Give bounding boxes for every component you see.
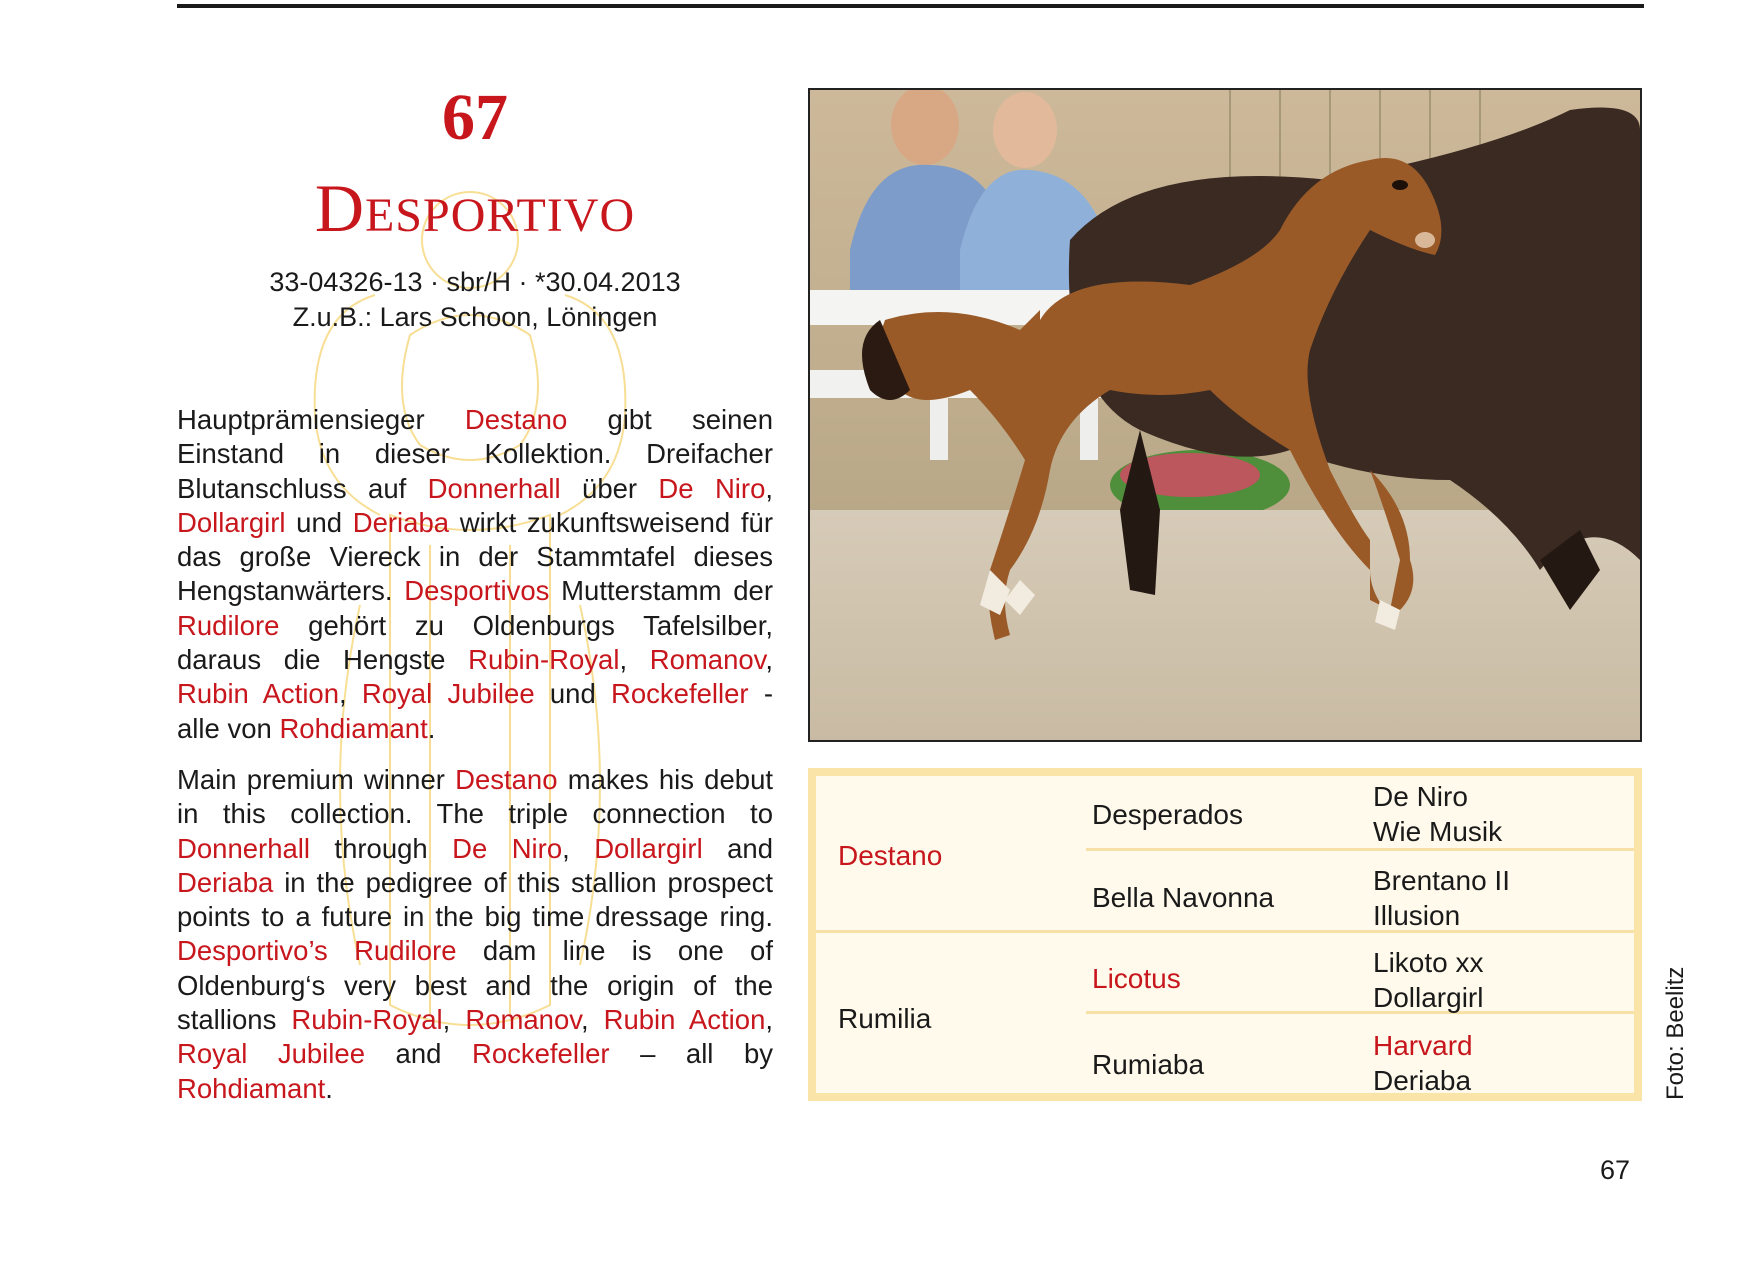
pedigree-divider [816, 930, 1634, 933]
text-run: dam line is one of Oldenburg‘s very best and the origin of the stallions [177, 935, 773, 1036]
horse-name-reference: Romanov [649, 644, 766, 676]
horse-name-reference: Rohdiamant [279, 712, 428, 744]
horse-name-reference: Desportivos [404, 575, 550, 607]
horse-name-reference: De Niro [658, 472, 766, 504]
horse-name-reference: Rockefeller [471, 1038, 610, 1070]
text-run: Main premium winner [177, 764, 456, 795]
text-run: und [285, 506, 353, 538]
horse-name-reference: Donnerhall [177, 832, 311, 864]
horse-name-reference: Deriaba [177, 866, 274, 898]
horse-name-reference: Royal Jubilee [361, 678, 535, 710]
text-run: – all by [609, 1038, 773, 1070]
horse-name-reference: Rubin-Royal [468, 644, 620, 676]
photo-credit-text: Foto: Beelitz [1662, 966, 1689, 1100]
horse-name-reference: Donnerhall [427, 472, 561, 504]
horse-name-reference: Dollargirl [594, 832, 703, 864]
horse-name-reference: Rohdiamant [177, 1072, 326, 1104]
pedigree-g3-3: Brentano II [1373, 865, 1510, 896]
horse-name-reference: Rubin-Royal [291, 1004, 443, 1036]
text-run: makes his debut in this collection. The triple connection to [177, 764, 773, 830]
breeder-line: Z.u.B.: Lars Schoon, Löningen [292, 302, 658, 332]
pedigree-g3-1: De Niro [1373, 781, 1468, 812]
text-run: , [765, 644, 774, 676]
pedigree-sire: Destano [838, 840, 943, 871]
pedigree-table [808, 768, 1642, 1101]
text-run: - alle von [177, 678, 773, 744]
horse-name-reference: Deriaba [352, 506, 450, 538]
horse-name-reference: Romanov [465, 1004, 581, 1036]
horse-name: Desportivo [314, 170, 636, 246]
text-run: . [427, 712, 436, 744]
text-run: Mutterstamm der [549, 575, 773, 607]
pedigree-g3-2: Wie Musik [1373, 816, 1503, 847]
top-rule [177, 4, 1644, 8]
text-run: . [325, 1072, 333, 1104]
text-run: , [765, 1004, 774, 1036]
horse-name-reference: Destano [464, 404, 568, 435]
text-run: , [580, 1004, 604, 1036]
page-number: 67 [1600, 1155, 1631, 1185]
pedigree-g3-7: Harvard [1373, 1030, 1473, 1061]
text-run: gehört zu Oldenburgs Tafelsilber, daraus die Hengste [177, 609, 773, 676]
text-run: Hauptprämiensieger [177, 404, 465, 435]
text-run: , [619, 644, 650, 676]
horse-name-reference: Desportivo’s Rudilore [177, 935, 457, 967]
description-german [177, 403, 773, 746]
lot-number: 67 [442, 81, 508, 154]
foal-photo [808, 88, 1642, 742]
text-run: in the pedigree of this stallion prospect points to a future in the big time dressage ring. [177, 866, 773, 933]
pedigree-dam-dam: Rumiaba [1092, 1049, 1205, 1080]
horse-name-reference: Rubin Action [177, 678, 340, 710]
pedigree-dam-sire: Licotus [1092, 963, 1181, 994]
pedigree-g3-5: Likoto xx [1373, 947, 1484, 978]
pedigree-divider [1086, 1011, 1634, 1014]
text-run: und [534, 678, 612, 710]
horse-name-reference: De Niro [452, 832, 563, 864]
pedigree-dam: Rumilia [838, 1003, 932, 1034]
pedigree-sire-sire: Desperados [1092, 799, 1243, 830]
text-run: and [365, 1038, 472, 1070]
pedigree-sire-dam: Bella Navonna [1092, 882, 1275, 913]
horse-name-reference: Rockefeller [611, 678, 749, 710]
horse-name-reference: Royal Jubilee [177, 1038, 365, 1070]
horse-name-reference: Rubin Action [603, 1004, 766, 1036]
horse-name-reference: Destano [455, 764, 558, 795]
horse-name-reference: Dollargirl [177, 506, 286, 538]
text-run: gibt seinen Einstand in dieser Kollektion. Dreifacher Blutanschluss auf [177, 404, 774, 504]
horse-name-reference: Rudilore [177, 609, 280, 641]
pedigree-g3-8: Deriaba [1373, 1065, 1472, 1096]
text-run: wirkt zukunftsweisend für das große Viereck in der Stammtafel dieses Hengstanwärters. [177, 506, 773, 607]
text-run: , [765, 472, 773, 504]
text-run: über [560, 472, 659, 504]
registration-line: 33-04326-13 · sbr/H · *30.04.2013 [269, 267, 681, 297]
pedigree-g3-4: Illusion [1373, 900, 1461, 931]
description-english [177, 763, 773, 1106]
text-run: , [562, 832, 595, 864]
text-run: , [339, 678, 362, 710]
text-run: and [702, 832, 773, 864]
text-run: through [310, 832, 453, 864]
text-run: , [442, 1004, 466, 1036]
pedigree-g3-6: Dollargirl [1373, 982, 1484, 1013]
